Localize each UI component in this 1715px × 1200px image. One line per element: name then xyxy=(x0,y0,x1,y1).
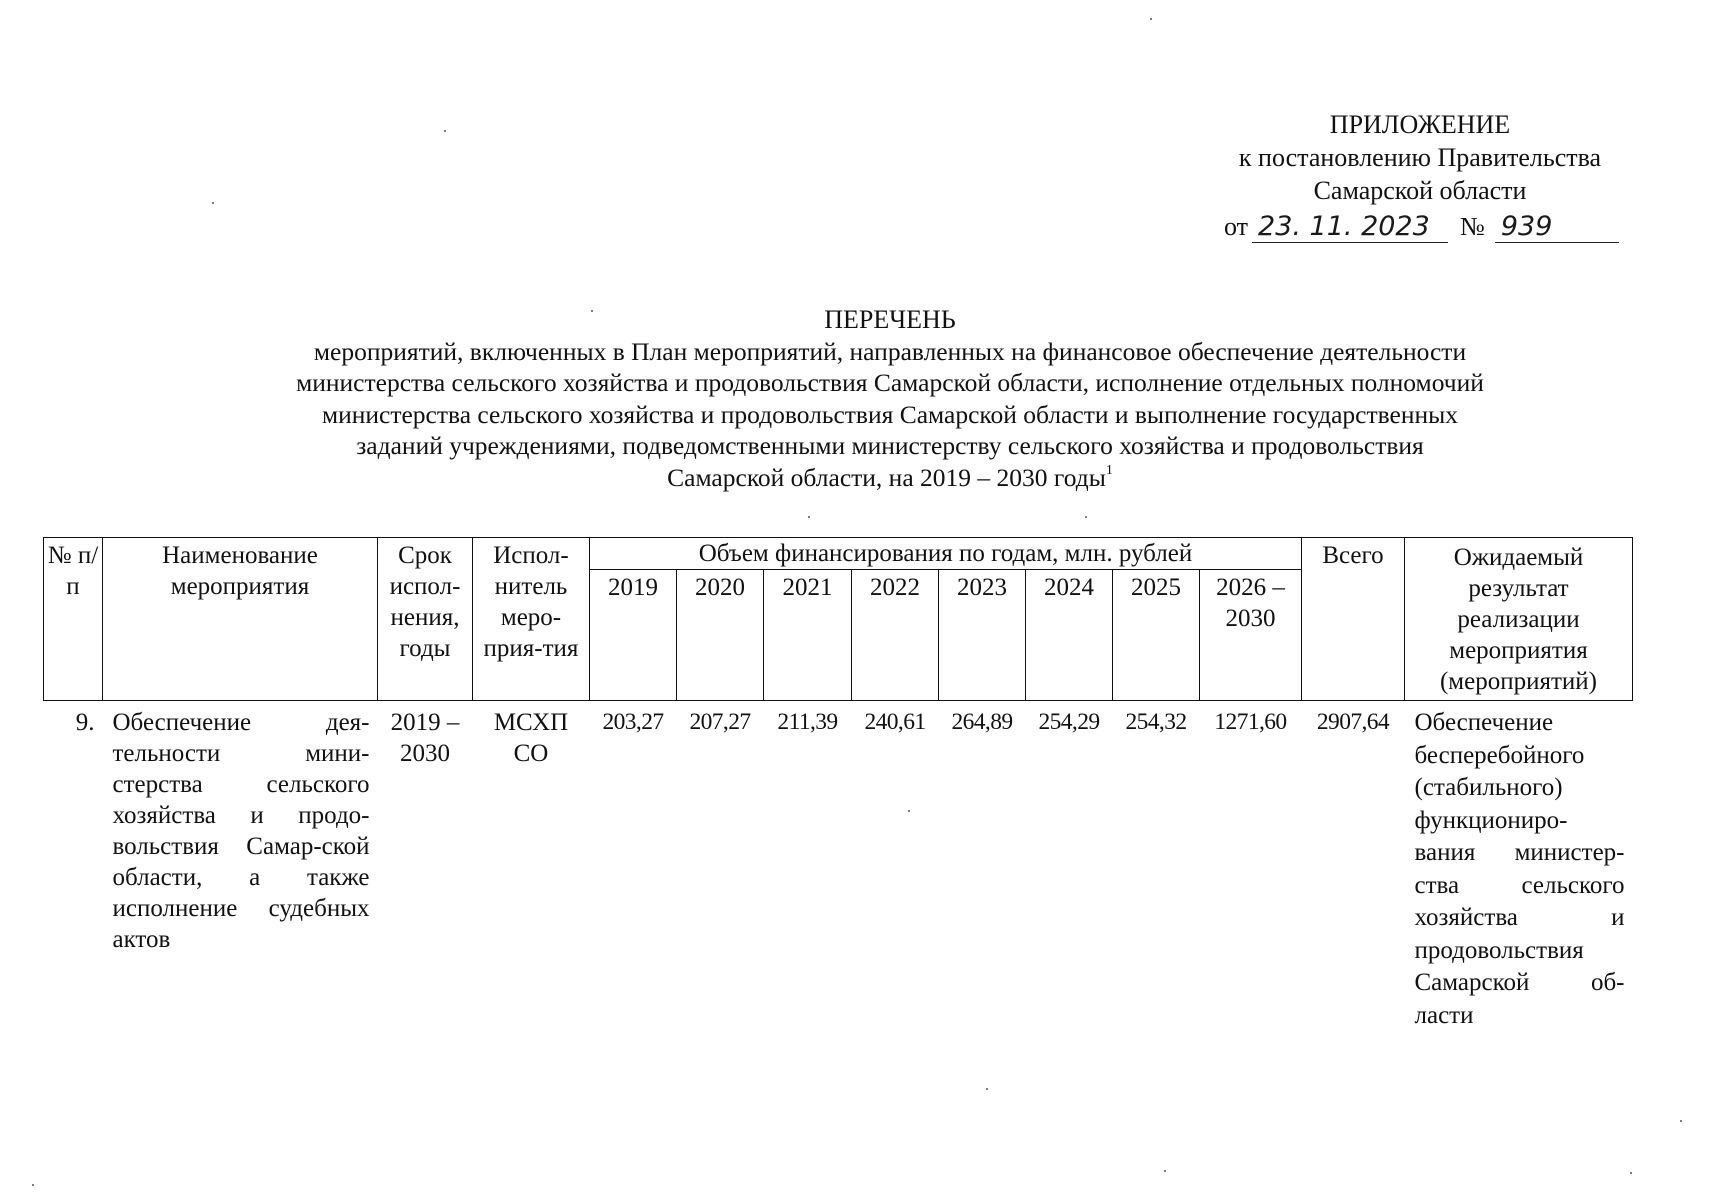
measures-table xyxy=(43,537,1633,1032)
title-line-1: мероприятий, включенных в План мероприятий, направленных на финансовое обеспечение деятельности xyxy=(313,336,1467,366)
scan-speck xyxy=(591,310,593,312)
scan-speck xyxy=(1150,18,1152,20)
header-year: 2026 – 2030 xyxy=(1200,570,1302,701)
scan-speck xyxy=(1164,1170,1166,1172)
title-line-5 xyxy=(200,462,1580,494)
title-heading: ПЕРЕЧЕНЬ xyxy=(824,305,956,334)
title-line-3: министерства сельского хозяйства и продовольствия Самарской области и выполнение государственных xyxy=(321,399,1459,429)
row-term: 2019 – 2030 xyxy=(390,709,460,767)
header-year: 2024 xyxy=(1026,570,1113,701)
table-row xyxy=(44,701,1633,1033)
title-line-2: министерства сельского хозяйства и продовольствия Самарской области, исполнение отдельных полномочий xyxy=(296,368,1484,397)
header-year: 2021 xyxy=(764,570,852,701)
appendix-label: ПРИЛОЖЕНИЕ xyxy=(1329,110,1511,139)
title-line-5-text: Самарской области, на 2019 – 2030 годы xyxy=(667,462,1106,492)
row-value-2023: 264,89 xyxy=(951,709,1013,735)
handwritten-date: 23. 11. 2023 xyxy=(1252,212,1448,243)
row-value-2024: 254,29 xyxy=(1038,709,1100,735)
scan-speck xyxy=(986,1088,988,1090)
scan-speck xyxy=(1085,516,1087,518)
scan-speck xyxy=(1680,1120,1682,1122)
row-name: Обеспечение дея-тельности мини-стерства сельского хозяйства и продо-вольствия Самар-ской области, а также исполнение судебных актов xyxy=(112,709,370,953)
row-value-2019: 203,27 xyxy=(602,709,664,735)
scan-speck xyxy=(808,516,810,518)
scan-speck xyxy=(908,810,910,812)
scan-speck xyxy=(212,202,214,204)
appendix-line-2: Самарской области xyxy=(1313,176,1527,205)
from-label: от xyxy=(1224,212,1249,241)
title-line-4: заданий учреждениями, подведомственными министерству сельского хозяйства и продовольствия xyxy=(356,431,1424,460)
header-year: 2020 xyxy=(677,570,764,701)
header-year: 2023 xyxy=(939,570,1026,701)
scan-speck xyxy=(32,1184,34,1186)
row-value-2026-2030: 1271,60 xyxy=(1214,709,1287,735)
footnote-mark: 1 xyxy=(1105,462,1113,478)
header-executor: Испол-нитель меро-прия-тия xyxy=(473,538,590,701)
header-num: № п/п xyxy=(44,538,103,701)
header-total: Всего xyxy=(1302,538,1405,701)
row-executor: МСХП СО xyxy=(493,709,569,767)
appendix-line-1: к постановлению Правительства xyxy=(1238,143,1602,172)
header-funding-group: Объем финансирования по годам, млн. рублей xyxy=(590,538,1302,570)
header-year: 2022 xyxy=(852,570,939,701)
appendix-block xyxy=(1200,108,1640,243)
row-total: 2907,64 xyxy=(1316,709,1390,735)
row-value-2021: 211,39 xyxy=(777,709,838,735)
row-num: 9. xyxy=(75,709,95,736)
header-year: 2025 xyxy=(1113,570,1200,701)
number-label: № xyxy=(1460,212,1485,241)
row-value-2025: 254,32 xyxy=(1125,709,1187,735)
header-result: Ожидаемый результат реализации мероприятия (мероприятий) xyxy=(1405,538,1633,701)
row-result: Обеспечение бесперебойного (стабильного) функциониро-вания министер-ства сельского хозяйства и продовольствия Самарской об-ласти xyxy=(1414,709,1625,1029)
header-year: 2019 xyxy=(590,570,677,701)
scan-speck xyxy=(444,130,446,132)
row-value-2022: 240,61 xyxy=(864,709,926,735)
header-name: Наименование мероприятия xyxy=(103,538,378,701)
scan-speck xyxy=(1630,1172,1632,1174)
handwritten-number: 939 xyxy=(1495,212,1619,243)
row-value-2020: 207,27 xyxy=(689,709,751,735)
header-term: Срок испол-нения, годы xyxy=(378,538,473,701)
appendix-date-number-row xyxy=(1224,207,1640,243)
document-title xyxy=(200,304,1580,493)
